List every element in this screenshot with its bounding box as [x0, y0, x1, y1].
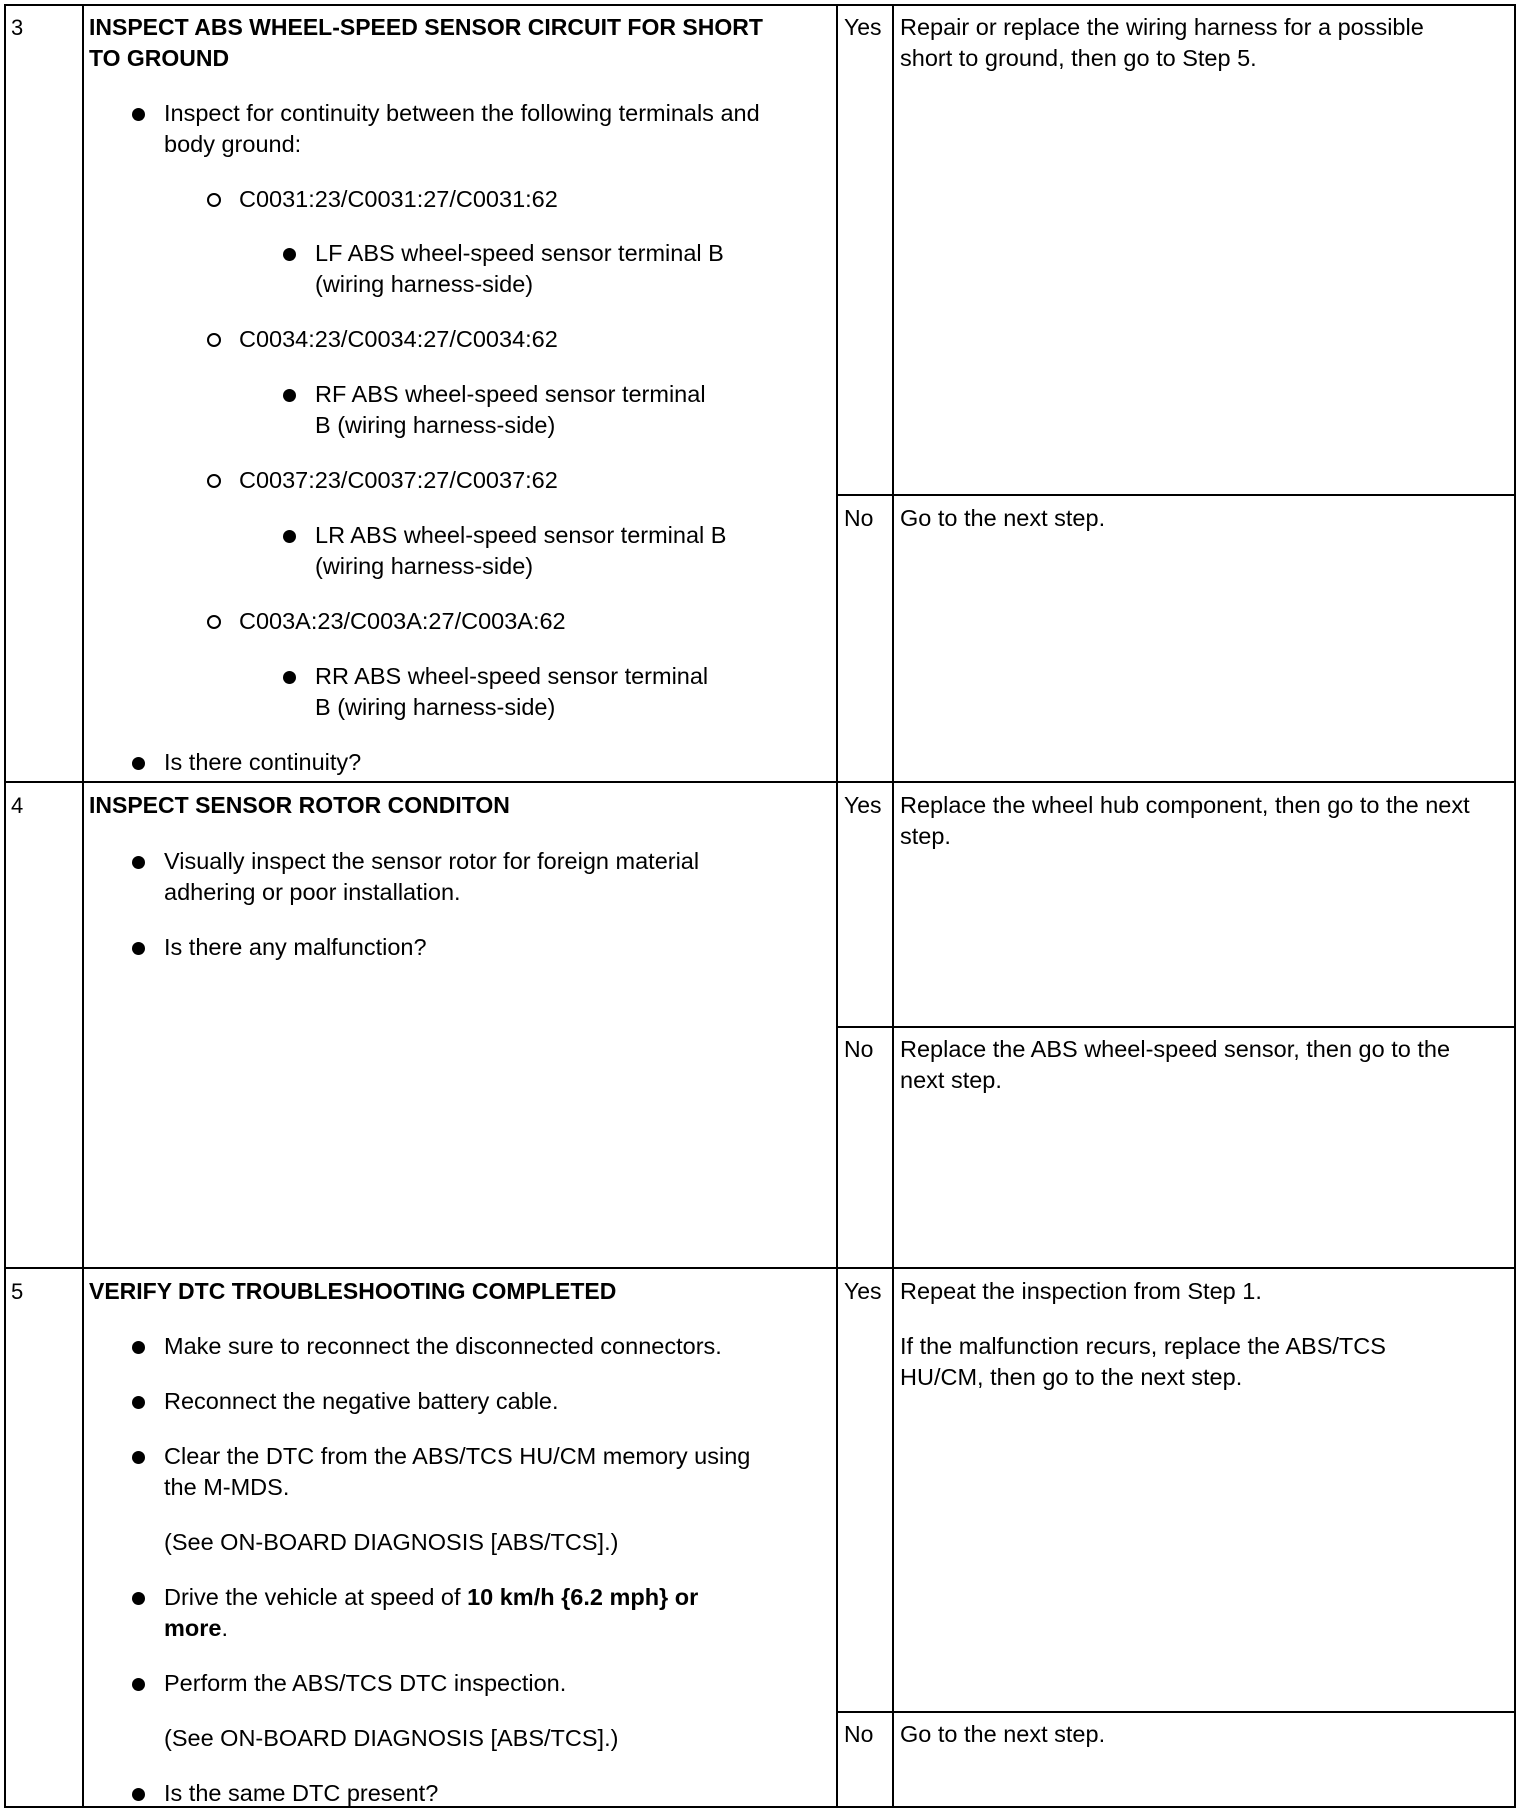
terminal-detail-text: B (wiring harness-side)	[315, 694, 556, 720]
terminal-detail	[315, 520, 726, 582]
terminal-detail-text: LF ABS wheel-speed sensor terminal B	[315, 240, 724, 266]
no-result	[900, 503, 1512, 534]
instruction-text: Make sure to reconnect the disconnected connectors.	[164, 1333, 722, 1359]
step-title: INSPECT SENSOR ROTOR CONDITON	[89, 792, 510, 818]
bullet-icon	[132, 1592, 145, 1605]
terminal-detail-text: RR ABS wheel-speed sensor terminal	[315, 663, 709, 689]
result-text: Go to the next step.	[900, 505, 1106, 531]
no-label: No	[844, 505, 874, 531]
terminal-detail-text: RF ABS wheel-speed sensor terminal	[315, 381, 706, 407]
result-text: step.	[900, 823, 951, 849]
bullet-icon	[132, 757, 145, 770]
terminal-detail-text: (wiring harness-side)	[315, 271, 534, 297]
no-label: No	[844, 1721, 874, 1747]
column-divider-action	[836, 4, 838, 1808]
bullet-icon	[132, 1788, 145, 1801]
circle-bullet-icon	[207, 193, 221, 207]
no-result	[900, 1034, 1512, 1096]
instruction-text: Visually inspect the sensor rotor for foreign material	[164, 848, 700, 874]
instruction-item	[164, 846, 699, 908]
row-divider-3-4	[4, 781, 1516, 783]
instruction-text: Reconnect the negative battery cable.	[164, 1388, 559, 1414]
result-text: Replace the ABS wheel-speed sensor, then go to the	[900, 1036, 1451, 1062]
result-text: If the malfunction recurs, replace the ABS/TCS	[900, 1333, 1386, 1359]
reference-text: (See ON-BOARD DIAGNOSIS [ABS/TCS].)	[164, 1529, 619, 1555]
bullet-icon	[132, 942, 145, 955]
step-number: 4	[11, 793, 24, 818]
yes-result	[900, 1276, 1512, 1393]
bullet-icon	[132, 108, 145, 121]
step-title: VERIFY DTC TROUBLESHOOTING COMPLETED	[89, 1278, 617, 1304]
bullet-icon	[283, 248, 296, 261]
terminal-item: C0034:23/C0034:27/C0034:62	[239, 326, 558, 352]
instruction-text-normal: .	[221, 1615, 228, 1641]
instruction-text: Clear the DTC from the ABS/TCS HU/CM memory using	[164, 1443, 751, 1469]
bullet-icon	[283, 530, 296, 543]
instruction-text	[164, 1613, 698, 1644]
terminal-detail	[315, 238, 724, 300]
column-divider-yesno	[892, 4, 894, 1808]
terminal-item: C0037:23/C0037:27/C0037:62	[239, 467, 558, 493]
yes-result	[900, 790, 1512, 852]
table-border-left	[4, 4, 6, 1808]
reference-text: (See ON-BOARD DIAGNOSIS [ABS/TCS].)	[164, 1725, 619, 1751]
bullet-icon	[132, 1396, 145, 1409]
circle-bullet-icon	[207, 615, 221, 629]
step-title-line: TO GROUND	[89, 45, 230, 71]
terminal-detail	[315, 379, 706, 441]
yes-label: Yes	[844, 1278, 882, 1304]
terminal-item: C0031:23/C0031:27/C0031:62	[239, 186, 558, 212]
speed-value: 10 km/h {6.2 mph} or	[467, 1584, 699, 1610]
instruction-item	[164, 98, 760, 160]
bullet-icon	[132, 1678, 145, 1691]
terminal-detail-text: B (wiring harness-side)	[315, 412, 556, 438]
instruction-text: body ground:	[164, 131, 302, 157]
instruction-text: the M-MDS.	[164, 1474, 290, 1500]
result-text: Repeat the inspection from Step 1.	[900, 1278, 1262, 1304]
yes-no-divider-4	[836, 1026, 1516, 1028]
bullet-icon	[132, 1341, 145, 1354]
result-text: Go to the next step.	[900, 1721, 1106, 1747]
result-text: Replace the wheel hub component, then go to the next	[900, 792, 1470, 818]
question-text: Is the same DTC present?	[164, 1780, 439, 1806]
bullet-icon	[132, 856, 145, 869]
result-text: Repair or replace the wiring harness for a possible	[900, 14, 1424, 40]
step-title	[89, 12, 829, 74]
result-text: HU/CM, then go to the next step.	[900, 1364, 1243, 1390]
table-border-top	[4, 4, 1516, 6]
row-divider-4-5	[4, 1267, 1516, 1269]
terminal-detail-text: (wiring harness-side)	[315, 553, 534, 579]
instruction-item	[164, 1441, 750, 1503]
terminal-item: C003A:23/C003A:27/C003A:62	[239, 608, 566, 634]
terminal-detail-text: LR ABS wheel-speed sensor terminal B	[315, 522, 727, 548]
bullet-icon	[132, 1451, 145, 1464]
bullet-icon	[283, 671, 296, 684]
no-label: No	[844, 1036, 874, 1062]
yes-no-divider-3	[836, 494, 1516, 496]
step-number: 5	[11, 1279, 24, 1304]
question-text: Is there any malfunction?	[164, 934, 427, 960]
instruction-item	[164, 1582, 698, 1644]
circle-bullet-icon	[207, 333, 221, 347]
terminal-detail	[315, 661, 708, 723]
yes-label: Yes	[844, 792, 882, 818]
step-number: 3	[11, 15, 24, 40]
result-text: short to ground, then go to Step 5.	[900, 45, 1257, 71]
table-border-right	[1514, 4, 1516, 1808]
instruction-text	[164, 1582, 698, 1613]
result-text: next step.	[900, 1067, 1002, 1093]
bullet-icon	[283, 389, 296, 402]
no-result	[900, 1719, 1512, 1750]
instruction-text: Perform the ABS/TCS DTC inspection.	[164, 1670, 567, 1696]
column-divider-step	[82, 4, 84, 1808]
yes-no-divider-5	[836, 1711, 1516, 1713]
instruction-text: adhering or poor installation.	[164, 879, 461, 905]
step-title-line: INSPECT ABS WHEEL-SPEED SENSOR CIRCUIT FOR SHORT	[89, 14, 763, 40]
yes-result	[900, 12, 1512, 74]
instruction-text: Inspect for continuity between the following terminals and	[164, 100, 760, 126]
question-text: Is there continuity?	[164, 749, 362, 775]
yes-label: Yes	[844, 14, 882, 40]
instruction-text-normal: Drive the vehicle at speed of	[164, 1584, 468, 1610]
circle-bullet-icon	[207, 474, 221, 488]
speed-value: more	[164, 1615, 222, 1641]
